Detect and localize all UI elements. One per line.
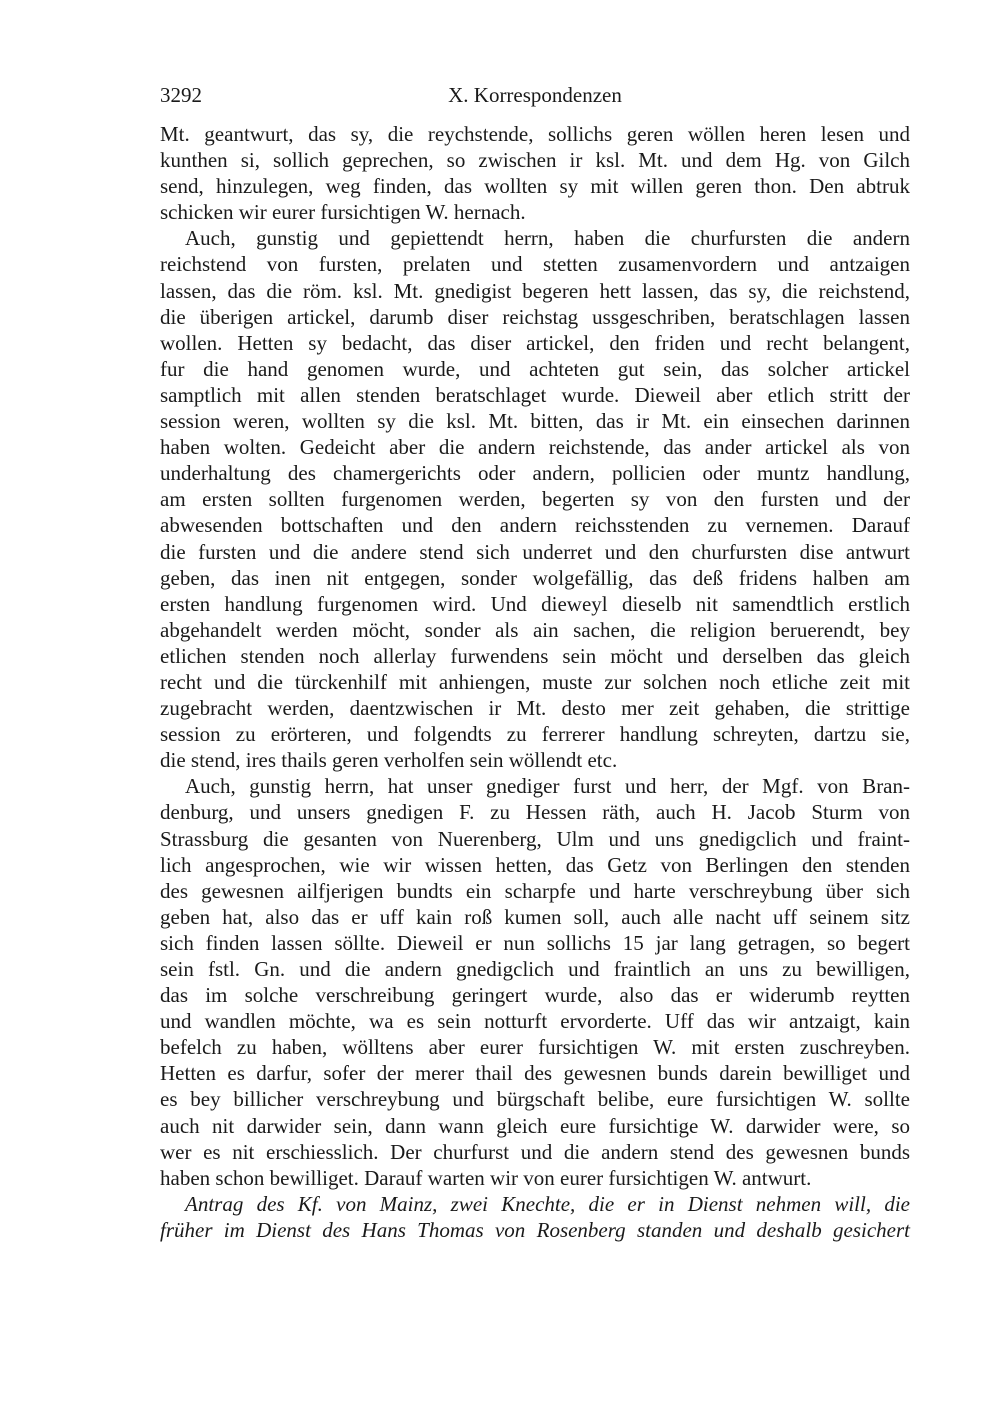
text-line: es bey billicher verschreybung und bürgschaft belibe, eure fursichtigen W. sollte — [160, 1087, 910, 1112]
text-line: reichstend von fursten, prelaten und stetten zusamenvordern und antzaigen — [160, 252, 910, 277]
text-line: sein fstl. Gn. und die andern gnedigclich und fraintlich an uns zu bewilligen, — [160, 957, 910, 981]
text-line: kunthen si, sollich geprechen, so zwischen ir ksl. Mt. und dem Hg. von Gilch — [160, 148, 910, 173]
text-line: Antrag des Kf. von Mainz, zwei Knechte, die er in Dienst nehmen will, die — [185, 1191, 910, 1216]
text-line: haben wolten. Gedeicht aber die andern reichstende, das ander artickel als von — [160, 435, 910, 460]
text-line: früher im Dienst des Hans Thomas von Rosenberg standen und deshalb gesichert — [160, 1217, 910, 1242]
text-line: lassen, das die röm. ksl. Mt. gnedigist begeren hett lassen, das sy, die reichstend, — [160, 278, 910, 303]
text-line: etlichen stenden noch allerlay furwendens sein möcht und derselben das gleich — [160, 643, 910, 668]
text-line: session zu erörteren, und folgendts zu ferrerer handlung schreyten, dartzu sie, — [160, 722, 910, 747]
text-line: lich angesprochen, wie wir wissen hetten, das Getz von Berlingen den stenden — [160, 852, 910, 877]
page-number: 3292 — [160, 83, 202, 107]
text-line: Strassburg die gesanten von Nuerenberg, Ulm und uns gnedigclich und fraint- — [160, 826, 910, 851]
text-line: sich finden lassen söllte. Dieweil er nun sollichs 15 jar lang getragen, so begert — [160, 930, 910, 955]
text-line: die überigen artickel, darumb diser reichstag ussgeschriben, beratschlagen lassen — [160, 304, 910, 329]
text-line: und wandlen möchte, wa es sein notturft ervorderte. Uff das wir antzaigt, kain — [160, 1009, 910, 1034]
text-line: send, hinzulegen, weg finden, das wollten sy mit willen geren thon. Den abtruk — [160, 174, 910, 199]
text-line: die stend, ires thails geren verholfen sein wöllendt etc. — [160, 748, 618, 773]
text-line: wollen. Hetten sy bedacht, das diser artickel, den friden und recht belangent, — [160, 330, 910, 355]
text-line: geben, das inen nit entgegen, sonder wolgefällig, das deß fridens halben am — [160, 565, 910, 590]
text-line: abwesenden bottschaften und den andern reichsstenden zu vernemen. Darauf — [160, 513, 910, 538]
italic-summary-paragraph — [160, 1191, 910, 1243]
text-line: Auch, gunstig herrn, hat unser gnediger furst und herr, der Mgf. von Bran- — [185, 774, 910, 799]
text-line: geben hat, also das er uff kain roß kumen soll, auch alle nacht uff seinem sitz — [160, 904, 910, 929]
text-line: abgehandelt werden möcht, sonder als ain sachen, die religion beruerendt, bey — [160, 617, 910, 642]
paragraph — [160, 773, 910, 1191]
body-text — [160, 121, 910, 1243]
text-line: recht und die türckenhilf mit anhiengen, muste zur solchen noch etliche zeit mit — [160, 669, 910, 694]
text-line: denburg, und unsers gnedigen F. zu Hessen räth, auch H. Jacob Sturm von — [160, 800, 910, 825]
text-line: Hetten es darfur, sofer der merer thail des gewesnen bunds darein bewilliget und — [160, 1061, 910, 1086]
text-line: zugebracht werden, daentzwischen ir Mt. desto mer zeit gehaben, die strittige — [160, 696, 910, 721]
text-line: schicken wir eurer fursichtigen W. hernach. — [160, 200, 526, 225]
text-line: auch nit darwider sein, dann wann gleich eure fursichtige W. darwider were, so — [160, 1113, 910, 1138]
text-line: underhaltung des chamergerichts oder andern, pollicien oder muntz handlung, — [160, 461, 910, 486]
text-line: befelch zu haben, wölltens aber eurer fursichtigen W. mit ersten zuschreyben. — [160, 1035, 910, 1060]
text-line: session weren, wollten sy die ksl. Mt. bitten, das ir Mt. ein einsechen darinnen — [160, 409, 910, 434]
running-title: X. Korrespondenzen — [448, 83, 622, 107]
paragraph — [160, 121, 910, 225]
text-line: haben schon bewilliget. Darauf warten wir von eurer fursichtigen W. antwurt. — [160, 1165, 812, 1190]
text-line: am ersten sollten furgenomen werden, begerten sy von den fursten und der — [160, 487, 910, 512]
text-line: samptlich mit allen stenden beratschlaget wurde. Dieweil aber etlich stritt der — [160, 382, 910, 407]
text-line: ersten handlung furgenomen wird. Und dieweyl dieselb nit samendtlich erstlich — [160, 591, 910, 616]
paragraph — [160, 225, 910, 773]
text-line: wer es nit erschiesslich. Der churfurst und die andern stend des gewesnen bunds — [160, 1139, 910, 1164]
text-line: die fursten und die andere stend sich underret und den churfursten dise antwurt — [160, 539, 910, 564]
text-line: des gewesnen ailfjerigen bundts ein scharpfe und harte verschreybung über sich — [160, 878, 910, 903]
text-line: fur die hand genomen wurde, und achteten gut sein, das solcher artickel — [160, 356, 910, 381]
text-line: Auch, gunstig und gepiettendt herrn, haben die churfursten die andern — [185, 226, 910, 251]
page-header — [160, 80, 910, 110]
text-line: das im solche verschreibung geringert wurde, also das er widerumb reytten — [160, 983, 910, 1008]
text-line: Mt. geantwurt, das sy, die reychstende, sollichs geren wöllen heren lesen und — [160, 122, 910, 146]
